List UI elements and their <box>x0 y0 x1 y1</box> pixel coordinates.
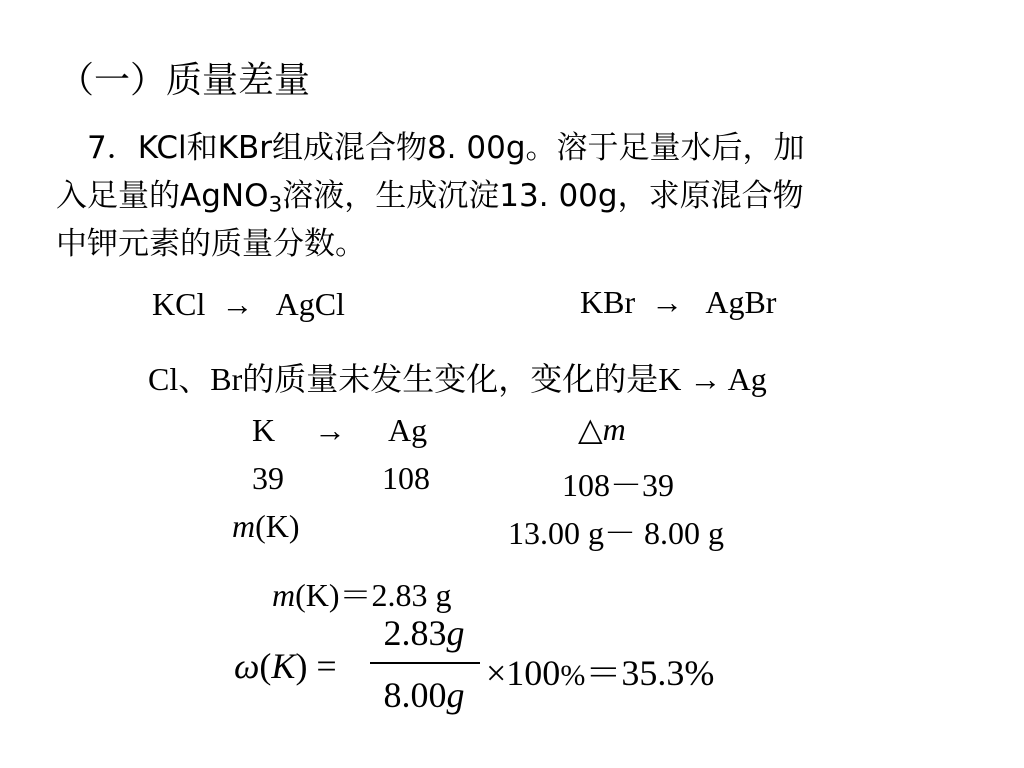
table-row1-ag: 108 <box>382 460 430 496</box>
times-100: ×100 <box>486 653 561 693</box>
observation-text: Cl、Br的质量未发生变化，变化的是K → Ag <box>148 361 767 397</box>
section-heading: （一）质量差量 <box>58 60 311 101</box>
numerator-number: 2.83 <box>383 613 447 653</box>
result-mk <box>272 570 452 616</box>
fraction-denominator <box>368 674 480 716</box>
mk-argument: (K) <box>255 508 300 544</box>
result-mk-rest: (K)＝2.83 g <box>295 577 452 613</box>
fraction-bar <box>370 662 480 664</box>
formula-lhs <box>234 645 337 687</box>
reaction-kcl-agcl: KCl → AgCl <box>152 286 345 322</box>
problem-line-1: 7．KCl和KBr组成混合物8. 00g。溶于足量水后，加 <box>56 130 805 166</box>
omega-symbol: ω <box>234 646 260 686</box>
numerator-unit: g <box>446 613 465 653</box>
reaction-kbr-agbr: KBr → AgBr <box>580 284 777 320</box>
denominator-unit: g <box>446 675 465 715</box>
percent-sign: % <box>560 659 586 692</box>
formula-rhs <box>486 645 714 696</box>
table-row2-mk <box>232 508 300 545</box>
problem-line-2 <box>56 170 804 218</box>
delta-variable: m <box>602 411 626 447</box>
lhs-variable: K <box>271 646 296 686</box>
problem-line-2-post: 溶液，生成沉淀13. 00g，求原混合物 <box>282 178 804 214</box>
lhs-close: ) = <box>295 646 337 686</box>
table-row1-delta: 108－39 <box>562 467 675 503</box>
problem-line-2-subscript: 3 <box>268 192 283 218</box>
table-header-ag: Ag <box>388 412 428 448</box>
problem-line-3: 中钾元素的质量分数。 <box>56 226 366 262</box>
table-header-arrow: → <box>314 412 346 448</box>
formula-result: ＝35.3% <box>585 653 715 693</box>
delta-symbol: △ <box>578 411 603 447</box>
table-row1-k: 39 <box>252 460 284 496</box>
problem-line-2-pre: 入足量的AgNO <box>56 178 269 214</box>
table-row2-delta: 13.00 g－ 8.00 g <box>508 515 725 551</box>
table-header-delta-m <box>578 410 626 448</box>
table-header-k: K <box>252 412 276 448</box>
fraction-numerator <box>368 612 480 654</box>
result-mk-variable: m <box>272 577 296 613</box>
mk-variable: m <box>232 508 256 544</box>
denominator-number: 8.00 <box>383 675 447 715</box>
lhs-open: ( <box>259 646 272 686</box>
